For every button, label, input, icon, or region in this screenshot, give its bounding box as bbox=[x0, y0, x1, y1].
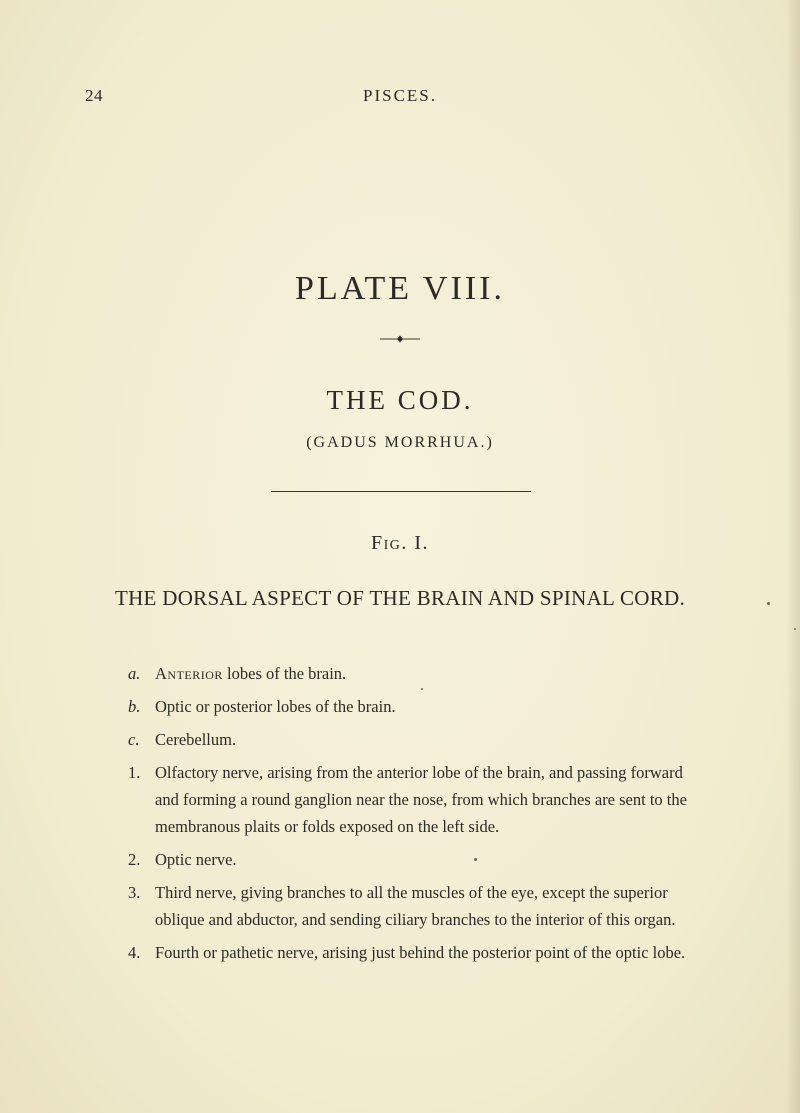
legend-text: lobes of the brain. bbox=[222, 664, 347, 683]
diamond-rule-ornament-icon bbox=[380, 334, 420, 344]
legend-key: c. bbox=[128, 730, 140, 749]
legend-list bbox=[128, 660, 688, 972]
running-head: PISCES. bbox=[363, 86, 437, 105]
legend-key: a. bbox=[128, 664, 141, 683]
paper-speck bbox=[421, 688, 423, 690]
latin-name: (GADUS MORRHUA.) bbox=[306, 434, 494, 451]
paper-speck bbox=[794, 628, 796, 630]
legend-text: Fourth or pathetic nerve, arising just behind the posterior point of the optic lobe. bbox=[155, 943, 686, 962]
page-number: 24 bbox=[85, 86, 103, 105]
legend-key: 2. bbox=[128, 850, 141, 869]
legend-text: Third nerve, giving branches to all the muscles of the eye, except the superior oblique and abductor, and sending ciliary branches to the interior of this organ. bbox=[155, 883, 676, 929]
legend-entry-3 bbox=[128, 879, 688, 933]
legend-text: Optic nerve. bbox=[155, 850, 237, 869]
legend-text: Cerebellum. bbox=[155, 730, 237, 749]
plate-title: PLATE VIII. bbox=[295, 270, 505, 307]
legend-key: 4. bbox=[128, 943, 141, 962]
species-title: THE COD. bbox=[326, 385, 474, 415]
legend-lead: Anterior bbox=[155, 664, 223, 683]
page-header bbox=[85, 86, 715, 114]
legend-text: Optic or posterior lobes of the brain. bbox=[155, 697, 396, 716]
legend-entry-1 bbox=[128, 759, 688, 840]
legend-key: 1. bbox=[128, 763, 141, 782]
section-divider bbox=[271, 491, 531, 492]
legend-text: Olfactory nerve, arising from the anterior lobe of the brain, and passing forward and forming a round ganglion near the nose, from which branches are sent to the membranous plaits or folds exposed on the left side. bbox=[155, 763, 687, 836]
legend-entry-b bbox=[128, 693, 688, 720]
figure-title: THE DORSAL ASPECT OF THE BRAIN AND SPINAL CORD. bbox=[114, 586, 686, 610]
legend-key: 3. bbox=[128, 883, 141, 902]
legend-entry-2 bbox=[128, 846, 688, 873]
legend-entry-c bbox=[128, 726, 688, 753]
legend-entry-4 bbox=[128, 939, 688, 966]
paper-speck bbox=[474, 858, 477, 861]
page-edge-shadow bbox=[786, 0, 800, 1113]
legend-key: b. bbox=[128, 697, 141, 716]
figure-label: Fig. I. bbox=[370, 532, 430, 554]
legend-entry-a bbox=[128, 660, 688, 687]
paper-speck bbox=[767, 602, 770, 605]
